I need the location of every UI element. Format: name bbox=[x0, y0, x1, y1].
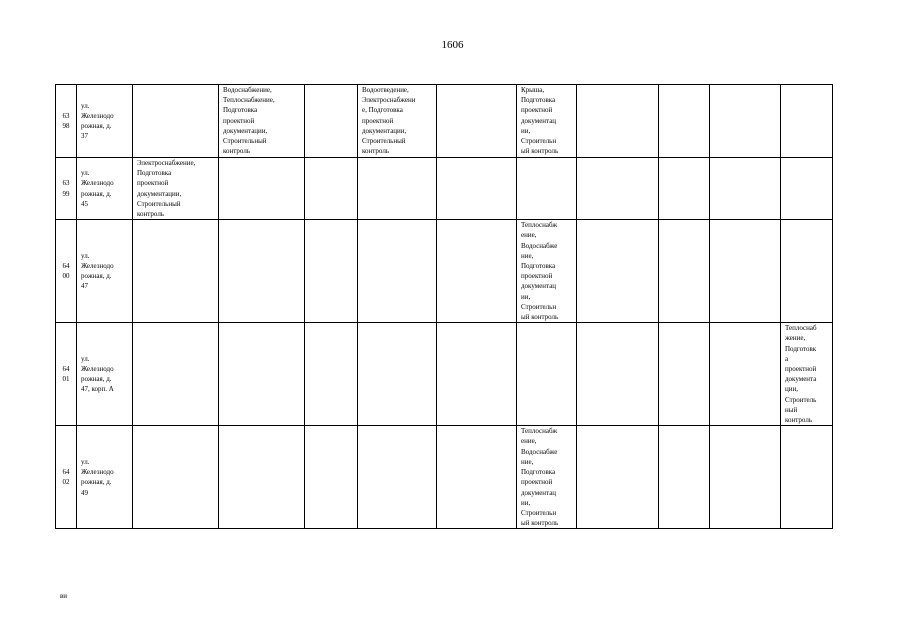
work-text: Теплоснабж ение, Водоснабже ние, Подготовка проектной документац ии, Строительн ый контроль bbox=[521, 221, 559, 322]
work-cell bbox=[710, 426, 781, 529]
work-cell bbox=[358, 220, 437, 323]
work-cell bbox=[219, 158, 305, 220]
work-cell bbox=[517, 85, 577, 158]
address-cell bbox=[77, 85, 133, 158]
work-text: Водоотведение, Электроснабжени е, Подготовка проектной документации, Строительный контроль bbox=[362, 86, 416, 156]
work-cell bbox=[659, 220, 710, 323]
work-cell bbox=[577, 426, 659, 529]
work-cell bbox=[437, 158, 517, 220]
work-cell bbox=[219, 426, 305, 529]
works-table bbox=[55, 84, 833, 529]
work-cell bbox=[577, 220, 659, 323]
work-cell bbox=[305, 85, 358, 158]
work-cell bbox=[517, 158, 577, 220]
work-cell bbox=[219, 85, 305, 158]
work-cell bbox=[305, 220, 358, 323]
work-cell bbox=[517, 323, 577, 426]
work-cell bbox=[437, 323, 517, 426]
table-row bbox=[56, 158, 833, 220]
address-text: ул. Железнодо рожная, д. 49 bbox=[81, 457, 114, 497]
work-cell bbox=[710, 85, 781, 158]
work-cell bbox=[517, 220, 577, 323]
row-number-text: 64 00 bbox=[62, 262, 70, 281]
address-cell bbox=[77, 220, 133, 323]
work-cell bbox=[133, 220, 219, 323]
work-cell bbox=[133, 323, 219, 426]
work-cell bbox=[305, 426, 358, 529]
work-cell bbox=[781, 323, 833, 426]
row-number bbox=[56, 85, 77, 158]
address-cell bbox=[77, 158, 133, 220]
work-cell bbox=[710, 323, 781, 426]
work-text: Теплоснабж ение, Водоснабже ние, Подготовка проектной документац ии, Строительн ый контроль bbox=[521, 427, 559, 528]
row-number bbox=[56, 426, 77, 529]
address-text: ул. Железнодо рожная, д. 37 bbox=[81, 101, 114, 141]
row-number-text: 63 98 bbox=[62, 111, 70, 130]
address-cell bbox=[77, 426, 133, 529]
work-cell bbox=[781, 426, 833, 529]
work-cell bbox=[710, 158, 781, 220]
address-text: ул. Железнодо рожная, д. 47 bbox=[81, 251, 114, 291]
address-text: ул. Железнодо рожная, д. 45 bbox=[81, 169, 114, 208]
row-number-text: 64 01 bbox=[62, 365, 70, 384]
page-number: 1606 bbox=[441, 39, 464, 51]
table-row bbox=[56, 323, 833, 426]
work-cell bbox=[577, 85, 659, 158]
work-text: Водоснабжение, Теплоснабжение, Подготовка проектной документации, Строительный контроль bbox=[223, 86, 275, 156]
row-number bbox=[56, 158, 77, 220]
work-cell bbox=[659, 85, 710, 158]
work-text: Крыша, Подготовка проектной документац ии, Строительн ый контроль bbox=[521, 86, 559, 156]
work-cell bbox=[133, 85, 219, 158]
work-cell bbox=[358, 323, 437, 426]
work-cell bbox=[781, 158, 833, 220]
work-cell bbox=[577, 323, 659, 426]
work-cell bbox=[358, 426, 437, 529]
table-row bbox=[56, 220, 833, 323]
work-cell bbox=[781, 220, 833, 323]
work-cell bbox=[358, 158, 437, 220]
work-cell bbox=[437, 220, 517, 323]
work-cell bbox=[358, 85, 437, 158]
work-cell bbox=[659, 158, 710, 220]
work-text: Электроснабжение, Подготовка проектной документации, Строительный контроль bbox=[137, 159, 196, 219]
row-number-text: 63 99 bbox=[62, 179, 70, 198]
work-cell bbox=[305, 158, 358, 220]
row-number bbox=[56, 323, 77, 426]
work-cell bbox=[437, 85, 517, 158]
work-cell bbox=[219, 220, 305, 323]
work-cell bbox=[219, 323, 305, 426]
work-cell bbox=[133, 426, 219, 529]
work-cell bbox=[437, 426, 517, 529]
work-text: Теплоснаб жение, Подготовк а проектной документа ции, Строитель ный контроль bbox=[785, 324, 817, 425]
work-cell bbox=[305, 323, 358, 426]
work-cell bbox=[577, 158, 659, 220]
work-cell bbox=[659, 323, 710, 426]
address-text: ул. Железнодо рожная, д. 47, корп. А bbox=[81, 354, 114, 394]
address-cell bbox=[77, 323, 133, 426]
work-cell bbox=[710, 220, 781, 323]
work-cell bbox=[781, 85, 833, 158]
work-cell bbox=[133, 158, 219, 220]
table-row bbox=[56, 85, 833, 158]
row-number bbox=[56, 220, 77, 323]
work-cell bbox=[517, 426, 577, 529]
work-cell bbox=[659, 426, 710, 529]
table-row bbox=[56, 426, 833, 529]
footer-text: ви bbox=[60, 592, 68, 600]
row-number-text: 64 02 bbox=[62, 468, 70, 487]
